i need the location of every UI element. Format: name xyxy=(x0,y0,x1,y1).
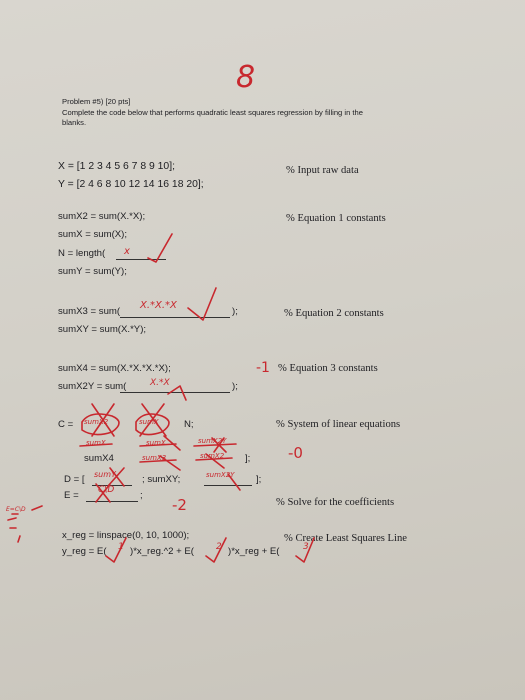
comment-system: % System of linear equations xyxy=(276,419,401,430)
problem-title: Problem #5) [20 pts] xyxy=(62,97,131,106)
d-hand-1: sumY xyxy=(94,470,116,479)
comment-input: % Input raw data xyxy=(286,165,359,176)
sumx3-line-end: ); xyxy=(232,306,238,317)
c-hand-7: sumX2 xyxy=(200,452,225,460)
margin-note: E=C\D xyxy=(6,506,26,513)
sumxy-line: sumXY = sum(X.*Y); xyxy=(58,324,147,335)
d-vector-prefix: D = [ xyxy=(64,474,85,485)
sumx3-fill-handwriting: X.*X.*X xyxy=(140,300,177,311)
c-hand-6: sumX3 xyxy=(142,454,167,462)
comment-create: % Create Least Squares Line xyxy=(284,533,407,544)
solve-deduction: -2 xyxy=(172,496,187,514)
score-mark: 8 xyxy=(236,60,256,95)
y-reg-hand-3: 3 xyxy=(303,542,309,552)
comment-solve: % Solve for the coefficients xyxy=(276,497,395,508)
c-matrix-end: ]; xyxy=(245,453,251,464)
c-matrix-sumx4: sumX4 xyxy=(84,453,114,464)
sumy-line: sumY = sum(Y); xyxy=(58,266,127,277)
c-hand-2: sumX xyxy=(139,418,159,426)
e-end: ; xyxy=(140,490,143,501)
problem-instruction-line2: blanks. xyxy=(62,118,87,127)
eq3-deduction: -1 xyxy=(256,360,270,376)
y-data-line: Y = [2 4 6 8 10 12 14 16 18 20]; xyxy=(58,179,204,190)
problem-instruction-line1: Complete the code below that performs quadratic least squares regression by filling in the xyxy=(62,108,363,117)
c-hand-4: sumX xyxy=(146,439,166,447)
system-deduction: -0 xyxy=(288,444,303,462)
check-mark-n xyxy=(148,234,172,262)
y-reg-part3: )*x_reg + E( xyxy=(228,546,280,557)
y-reg-hand-1: 1 xyxy=(118,542,124,552)
e-hand: C\D xyxy=(98,485,115,495)
d-vector-end: ]; xyxy=(256,474,262,485)
c-hand-5: sumX2Y xyxy=(198,437,227,445)
c-hand-1: sumX2 xyxy=(84,418,109,426)
sumx3-blank xyxy=(120,317,230,318)
d-blank-2 xyxy=(204,485,252,486)
margin-scribble xyxy=(8,514,20,542)
y-reg-part2: )*x_reg.^2 + E( xyxy=(130,546,194,557)
n-line: N = length( xyxy=(58,248,106,259)
y-reg-hand-2: 2 xyxy=(216,542,222,552)
sumx2y-line: sumX2Y = sum( xyxy=(58,381,127,392)
c-hand-3: sumX xyxy=(86,439,106,447)
check-mark-sumx2y xyxy=(168,386,186,400)
d-vector-mid: ; sumXY; xyxy=(142,474,181,485)
e-prefix: E = xyxy=(64,490,79,501)
c-matrix-n: N; xyxy=(184,419,194,430)
sumx-line: sumX = sum(X); xyxy=(58,229,128,240)
e-blank xyxy=(86,501,138,502)
check-mark-sumx3 xyxy=(188,288,216,320)
c-matrix-prefix: C = xyxy=(58,419,74,430)
sumx3-line: sumX3 = sum( xyxy=(58,306,121,317)
x-data-line: X = [1 2 3 4 5 6 7 8 9 10]; xyxy=(58,161,175,172)
sumx2y-blank xyxy=(120,392,230,393)
sumx2-line: sumX2 = sum(X.*X); xyxy=(58,211,146,222)
sumx4-line: sumX4 = sum(X.*X.*X.*X); xyxy=(58,363,171,374)
comment-eq2: % Equation 2 constants xyxy=(284,308,384,319)
x-reg-line: x_reg = linspace(0, 10, 1000); xyxy=(62,530,190,541)
sumx2y-fill-handwriting: X.*X xyxy=(150,378,170,388)
y-reg-part1: y_reg = E( xyxy=(62,546,107,557)
d-hand-2: sumX2Y xyxy=(206,471,235,479)
margin-arrow xyxy=(32,506,42,510)
comment-eq1: % Equation 1 constants xyxy=(286,213,386,224)
comment-eq3: % Equation 3 constants xyxy=(278,363,378,374)
n-blank xyxy=(116,259,166,260)
sumx2y-line-end: ); xyxy=(232,381,238,392)
n-fill-handwriting: x xyxy=(124,246,130,257)
